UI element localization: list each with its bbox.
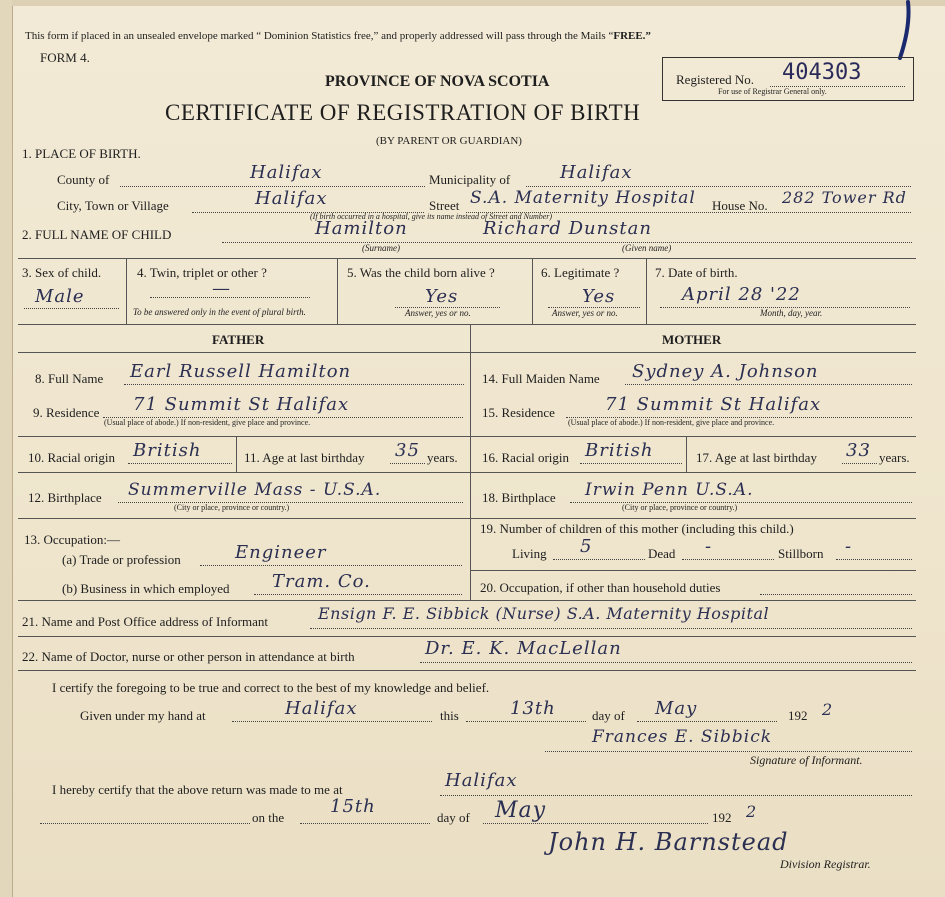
- mother-age-label: 17. Age at last birthday: [696, 450, 817, 465]
- certification-day-of: day of: [592, 708, 625, 723]
- informant-value: Ensign F. E. Sibbick (Nurse) S.A. Maternity Hospital: [318, 604, 770, 623]
- dob-value: April 28 '22: [682, 284, 801, 305]
- mother-racial-label: 16. Racial origin: [482, 450, 570, 465]
- mother-years: years.: [879, 450, 910, 465]
- mother-birthplace-value: Irwin Penn U.S.A.: [585, 480, 754, 500]
- father-heading: FATHER: [212, 332, 265, 347]
- legitimate-note: Answer, yes or no.: [552, 308, 618, 318]
- certification-year-suffix: 2: [822, 700, 834, 719]
- registrar-signature-caption: Division Registrar.: [780, 857, 871, 871]
- registrar-day-of: day of: [437, 810, 470, 825]
- county-label: County of: [57, 172, 110, 187]
- hospital-note: (If birth occurred in a hospital, give its name instead of Street and Number): [310, 212, 553, 221]
- father-racial-label: 10. Racial origin: [28, 450, 116, 465]
- mother-birthplace-label: 18. Birthplace: [482, 490, 556, 505]
- dead-value: -: [705, 536, 713, 557]
- municipality-value: Halifax: [560, 162, 633, 183]
- given-caption: (Given name): [622, 243, 672, 253]
- mother-occupation-label: 20. Occupation, if other than household duties: [480, 580, 721, 595]
- registrar-statement: I hereby certify that the above return was made to me at: [52, 782, 343, 797]
- living-value: 5: [580, 536, 593, 557]
- certification-month: May: [655, 698, 698, 719]
- mother-name-value: Sydney A. Johnson: [632, 361, 819, 382]
- registrar-signature: John H. Barnstead: [548, 828, 789, 856]
- informant-label: 21. Name and Post Office address of Informant: [22, 614, 268, 629]
- mother-name-label: 14. Full Maiden Name: [482, 371, 600, 386]
- municipality-label: Municipality of: [429, 172, 511, 187]
- registrar-month: May: [495, 798, 547, 823]
- house-label: House No.: [712, 198, 768, 213]
- child-given-name: Richard Dunstan: [483, 218, 652, 239]
- form-number: FORM 4.: [40, 50, 90, 65]
- alive-label: 5. Was the child born alive ?: [347, 265, 495, 280]
- father-years: years.: [427, 450, 458, 465]
- mother-heading: MOTHER: [662, 332, 722, 347]
- trade-value: Engineer: [235, 542, 327, 563]
- mother-residence-label: 15. Residence: [482, 405, 555, 420]
- registrar-year-suffix: 2: [746, 802, 758, 821]
- place-of-birth-heading: 1. PLACE OF BIRTH.: [22, 146, 141, 161]
- given-place: Halifax: [285, 698, 358, 719]
- page-title: CERTIFICATE OF REGISTRATION OF BIRTH: [165, 100, 641, 125]
- father-residence-label: 9. Residence: [33, 405, 100, 420]
- legitimate-label: 6. Legitimate ?: [541, 265, 620, 280]
- father-residence-note: (Usual place of abode.) If non-resident, give place and province.: [104, 418, 311, 427]
- envelope-notice: This form if placed in an unsealed envelope marked “ Dominion Statistics free,” and properly addressed will pass through the Mails “FREE.”: [25, 30, 651, 42]
- father-occupation-label: 13. Occupation:—: [24, 532, 121, 547]
- doctor-label: 22. Name of Doctor, nurse or other person in attendance at birth: [22, 649, 355, 664]
- mother-racial-value: British: [585, 440, 654, 461]
- mother-age-value: 33: [846, 440, 871, 461]
- father-age-value: 35: [395, 440, 420, 461]
- stillborn-label: Stillborn: [778, 546, 824, 561]
- sex-label: 3. Sex of child.: [22, 265, 102, 280]
- trade-label: (a) Trade or profession: [62, 552, 181, 567]
- registrar-note: For use of Registrar General only.: [718, 87, 827, 96]
- father-residence-value: 71 Summit St Halifax: [133, 394, 350, 415]
- children-label: 19. Number of children of this mother (including this child.): [480, 521, 794, 536]
- city-label: City, Town or Village: [57, 198, 169, 213]
- twin-value: —: [212, 278, 231, 299]
- street-value: S.A. Maternity Hospital: [470, 188, 696, 208]
- twin-note: To be answered only in the event of plural birth.: [133, 307, 306, 317]
- twin-label: 4. Twin, triplet or other ?: [137, 265, 267, 280]
- this-label: this: [440, 708, 459, 723]
- father-racial-value: British: [133, 440, 202, 461]
- dob-label: 7. Date of birth.: [655, 265, 738, 280]
- doctor-value: Dr. E. K. MacLellan: [425, 638, 622, 659]
- certification-day: 13th: [510, 698, 556, 719]
- registrar-on-label: on the: [252, 810, 285, 825]
- given-label: Given under my hand at: [80, 708, 206, 723]
- mother-residence-note: (Usual place of abode.) If non-resident, give place and province.: [568, 418, 775, 427]
- dead-label: Dead: [648, 546, 676, 561]
- father-age-label: 11. Age at last birthday: [244, 450, 365, 465]
- living-label: Living: [512, 546, 547, 561]
- registrar-place: Halifax: [445, 770, 518, 791]
- certification-year-prefix: 192: [788, 708, 808, 723]
- left-margin-strip: [0, 0, 13, 897]
- alive-value: Yes: [425, 286, 459, 307]
- informant-signature: Frances E. Sibbick: [592, 727, 773, 747]
- surname-caption: (Surname): [362, 243, 400, 253]
- father-name-label: 8. Full Name: [35, 371, 104, 386]
- father-birthplace-value: Summerville Mass - U.S.A.: [128, 480, 382, 500]
- street-label: Street: [429, 198, 460, 213]
- child-surname: Hamilton: [315, 218, 408, 239]
- registrar-day: 15th: [330, 796, 376, 817]
- full-name-label: 2. FULL NAME OF CHILD: [22, 227, 172, 242]
- registrar-year-prefix: 192: [712, 810, 732, 825]
- county-value: Halifax: [250, 162, 323, 183]
- business-value: Tram. Co.: [272, 571, 371, 592]
- business-label: (b) Business in which employed: [62, 581, 230, 596]
- house-value: 282 Tower Rd: [782, 188, 907, 207]
- dob-note: Month, day, year.: [760, 308, 823, 318]
- father-birthplace-note: (City or place, province or country.): [174, 503, 290, 512]
- ink-mark-icon: [880, 0, 920, 60]
- father-birthplace-label: 12. Birthplace: [28, 490, 102, 505]
- alive-note: Answer, yes or no.: [405, 308, 471, 318]
- sex-value: Male: [35, 286, 85, 307]
- father-name-value: Earl Russell Hamilton: [130, 361, 352, 382]
- legitimate-value: Yes: [582, 286, 616, 307]
- stillborn-value: -: [845, 536, 853, 557]
- city-value: Halifax: [255, 188, 328, 209]
- registered-number: 404303: [782, 60, 862, 85]
- mother-residence-value: 71 Summit St Halifax: [605, 394, 822, 415]
- top-edge: [12, 0, 945, 6]
- registered-label: Registered No.: [676, 72, 754, 87]
- informant-signature-caption: Signature of Informant.: [750, 753, 863, 767]
- page-subtitle: (BY PARENT OR GUARDIAN): [376, 135, 522, 147]
- mother-birthplace-note: (City or place, province or country.): [622, 503, 738, 512]
- certify-statement: I certify the foregoing to be true and correct to the best of my knowledge and belief.: [52, 680, 490, 695]
- province-heading: PROVINCE OF NOVA SCOTIA: [325, 73, 550, 90]
